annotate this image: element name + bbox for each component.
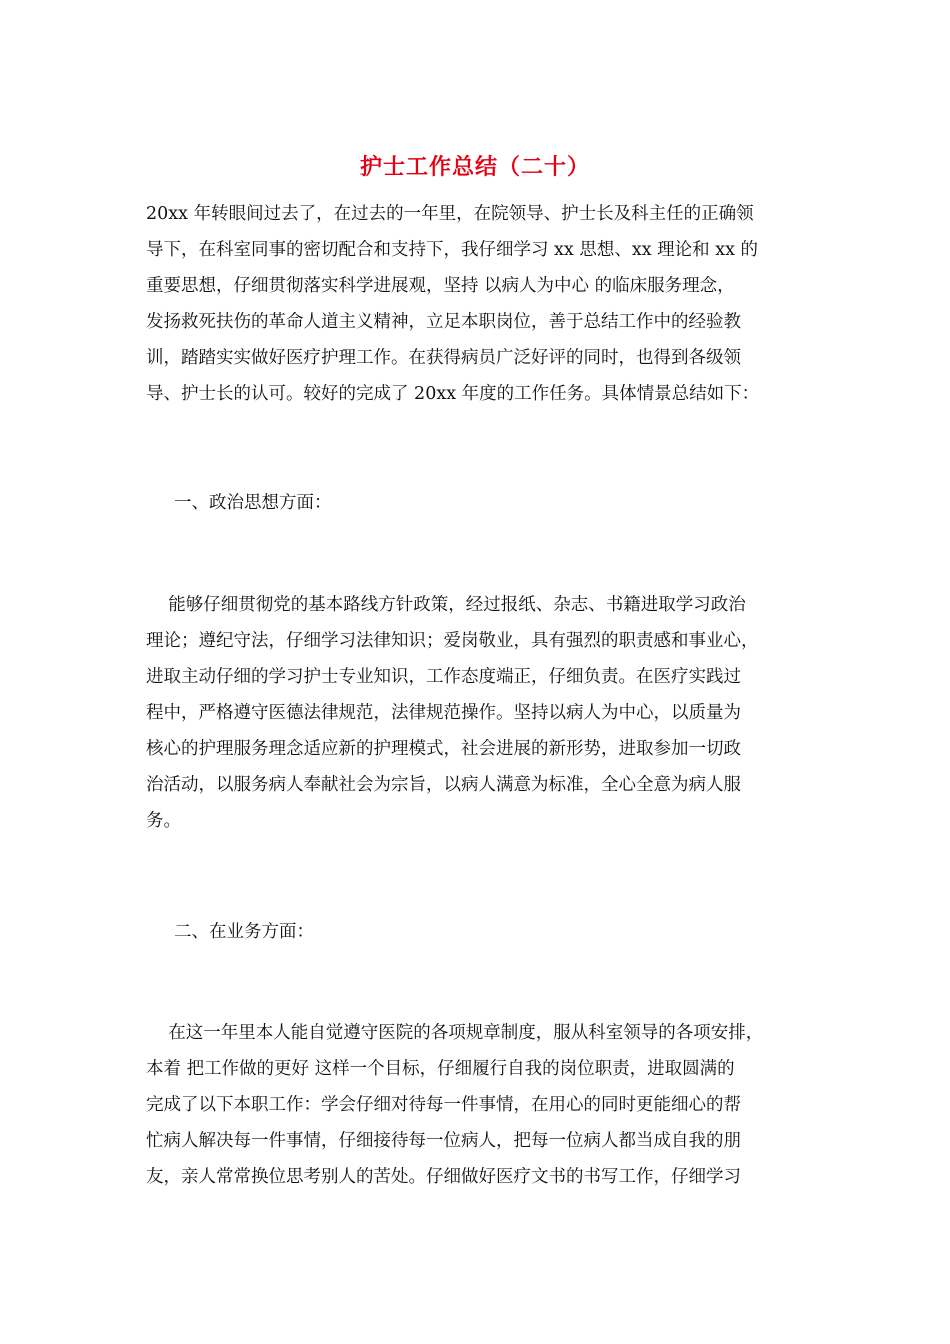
section-paragraph-business	[146, 1015, 826, 1195]
paragraph-line: 导、护士长的认可。较好的完成了 20xx 年度的工作任务。具体情景总结如下：	[146, 384, 760, 404]
paragraph-line: 完成了以下本职工作：学会仔细对待每一件事情，在用心的同时更能细心的帮	[146, 1095, 741, 1115]
paragraph-line: 在这一年里本人能自觉遵守医院的各项规章制度，服从科室领导的各项安排，	[146, 1023, 764, 1043]
paragraph-line: 核心的护理服务理念适应新的护理模式，社会进展的新形势，进取参加一切政	[146, 739, 741, 759]
paragraph-line: 本着 把工作做的更好 这样一个目标，仔细履行自我的岗位职责，进取圆满的	[146, 1059, 735, 1079]
paragraph-line: 导下，在科室同事的密切配合和支持下，我仔细学习 xx 思想、xx 理论和 xx 的	[146, 240, 759, 260]
paragraph-line: 务。	[146, 811, 181, 831]
document-title: 护士工作总结（二十）	[359, 155, 590, 180]
section-heading-business: 二、在业务方面：	[174, 922, 314, 942]
paragraph-line: 进取主动仔细的学习护士专业知识，工作态度端正，仔细负责。在医疗实践过	[146, 667, 741, 687]
paragraph-line: 忙病人解决每一件事情，仔细接待每一位病人，把每一位病人都当成自我的朋	[146, 1131, 741, 1151]
paragraph-line: 能够仔细贯彻党的基本路线方针政策，经过报纸、杂志、书籍进取学习政治	[146, 595, 746, 615]
paragraph-line: 程中，严格遵守医德法律规范，法律规范操作。坚持以病人为中心，以质量为	[146, 703, 741, 723]
section-heading-politics: 一、政治思想方面：	[174, 493, 332, 513]
paragraph-line: 发扬救死扶伤的革命人道主义精神，立足本职岗位，善于总结工作中的经验教	[146, 312, 741, 332]
paragraph-line: 训，踏踏实实做好医疗护理工作。在获得病员广泛好评的同时，也得到各级领	[146, 348, 741, 368]
paragraph-line: 治活动，以服务病人奉献社会为宗旨，以病人满意为标准，全心全意为病人服	[146, 775, 741, 795]
paragraph-line: 20xx 年转眼间过去了，在过去的一年里，在院领导、护士长及科主任的正确领	[146, 204, 754, 224]
paragraph-line: 理论；遵纪守法，仔细学习法律知识；爱岗敬业，具有强烈的职责感和事业心，	[146, 631, 759, 651]
paragraph-line: 重要思想，仔细贯彻落实科学进展观，坚持 以病人为中心 的临床服务理念，	[146, 276, 735, 296]
paragraph-line: 友，亲人常常换位思考别人的苦处。仔细做好医疗文书的书写工作，仔细学习	[146, 1167, 741, 1187]
intro-paragraph	[146, 196, 826, 412]
section-paragraph-politics	[146, 587, 826, 839]
